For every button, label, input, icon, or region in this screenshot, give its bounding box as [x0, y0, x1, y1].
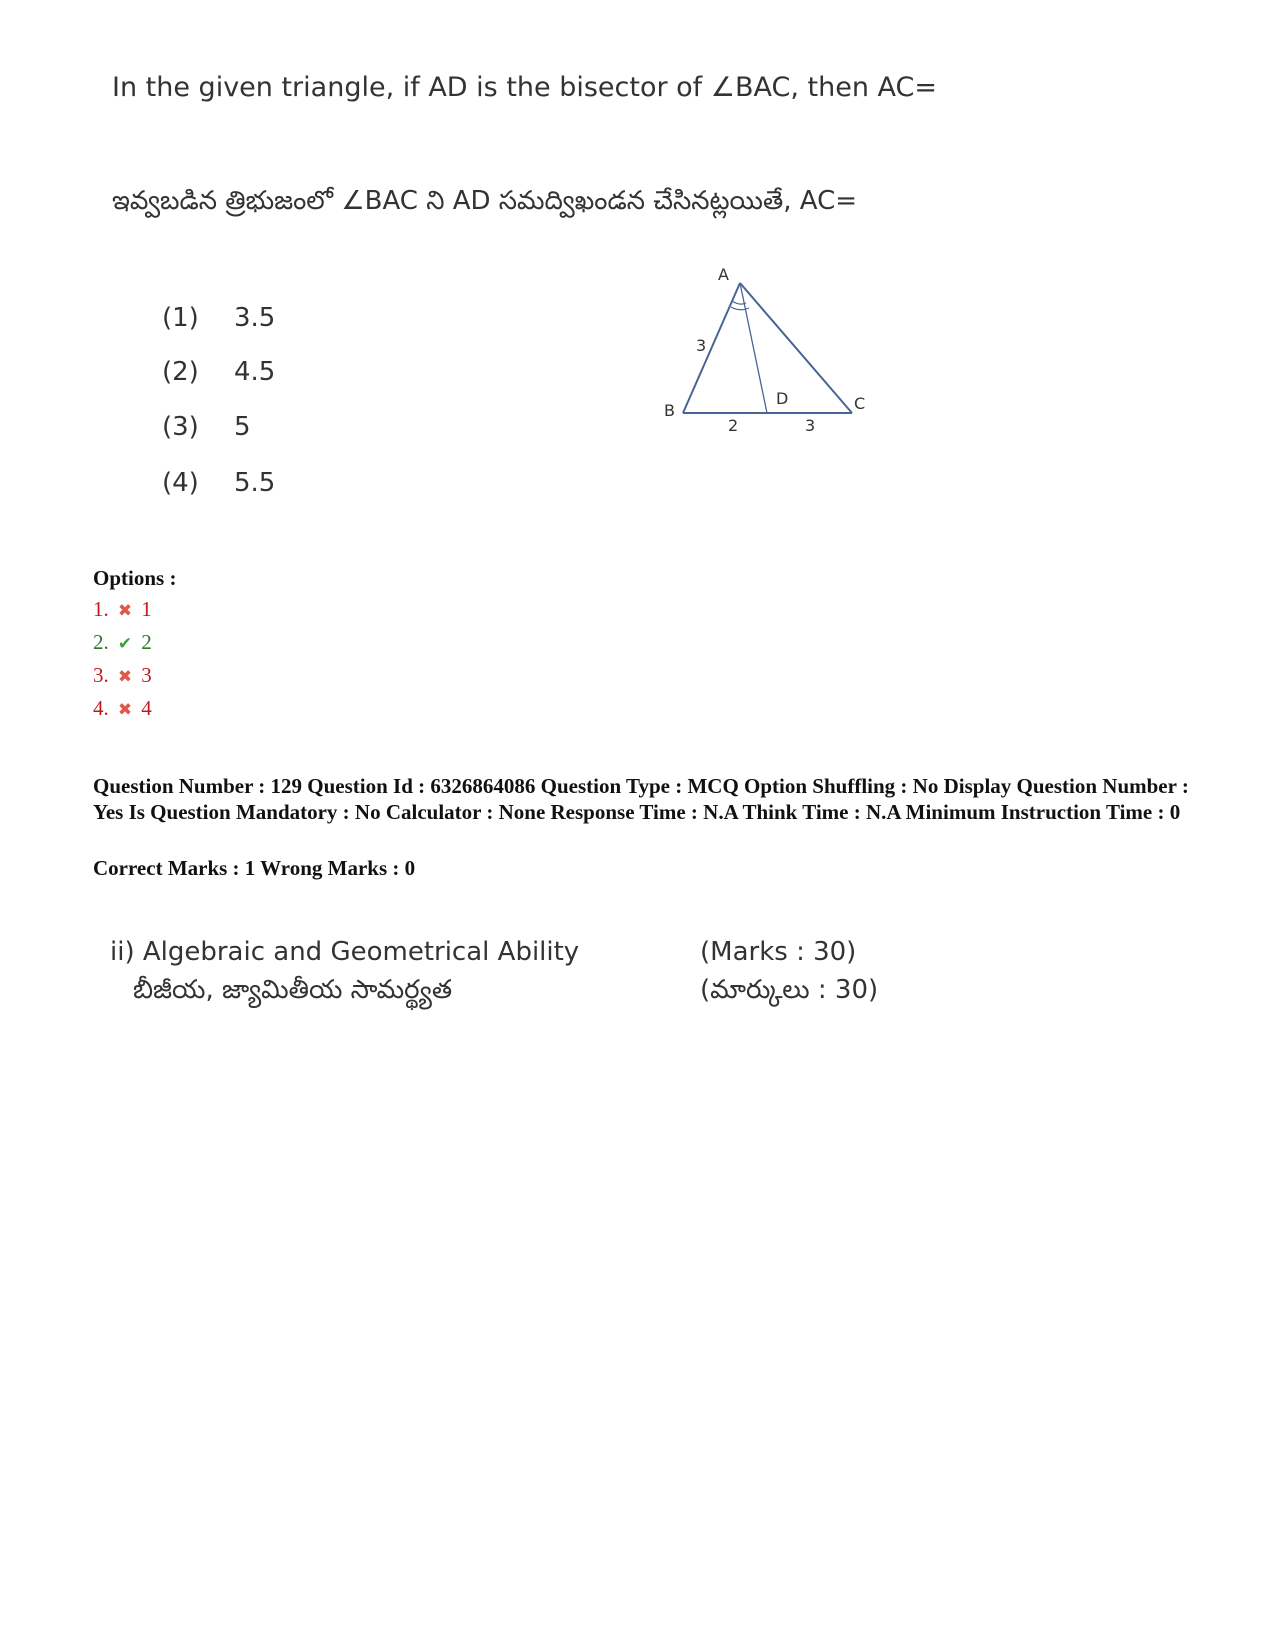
section-marks-telugu: (మార్కులు : 30) [700, 975, 879, 1005]
option-label: 1 [141, 597, 152, 621]
vertex-a-label: A [718, 268, 729, 284]
option-3 [93, 663, 152, 688]
choice-value: 5 [234, 412, 251, 442]
choice-2 [162, 357, 275, 387]
option-label: 2 [141, 630, 152, 654]
vertex-b-label: B [664, 401, 675, 420]
cross-icon: ✖ [117, 700, 133, 719]
cross-icon: ✖ [117, 601, 133, 620]
section-title-telugu: బీజీయ, జ్యామితీయ సామర్థ్యత [133, 975, 453, 1005]
side-ac [740, 283, 852, 413]
question-text-english: In the given triangle, if AD is the bisector of ∠BAC, then AC= [112, 72, 937, 103]
section-marks-english: (Marks : 30) [700, 937, 857, 967]
choice-1 [162, 303, 275, 333]
choice-number: (3) [162, 412, 199, 442]
question-metadata: Question Number : 129 Question Id : 6326864086 Question Type : MCQ Option Shuffling : No Display Question Number : Yes Is Question Mandatory : No Calculator : None Response Time : N.A Think Time : N.A Minimum Instruction Time : 0 [93, 774, 1189, 824]
option-2 [93, 630, 152, 655]
point-d-label: D [776, 389, 789, 408]
choice-4 [162, 468, 275, 498]
choice-3 [162, 412, 251, 442]
choice-value: 5.5 [234, 468, 276, 498]
choice-number: (2) [162, 357, 199, 387]
triangle-svg [660, 268, 880, 448]
option-number: 4. [93, 696, 109, 720]
side-dc-length: 3 [805, 416, 816, 435]
option-label: 3 [141, 663, 152, 687]
option-number: 2. [93, 630, 109, 654]
cross-icon: ✖ [117, 667, 133, 686]
bisector-ad [740, 283, 767, 413]
triangle-figure [660, 268, 880, 452]
option-number: 3. [93, 663, 109, 687]
side-ab-length: 3 [696, 336, 707, 355]
check-icon: ✔ [117, 634, 133, 653]
side-ab [683, 283, 740, 413]
vertex-c-label: C [854, 394, 866, 413]
section-title-english: ii) Algebraic and Geometrical Ability [110, 937, 580, 967]
angle-arc-2 [731, 307, 749, 310]
choice-number: (1) [162, 303, 199, 333]
option-number: 1. [93, 597, 109, 621]
option-label: 4 [141, 696, 152, 720]
options-title: Options : [93, 566, 177, 590]
option-4 [93, 696, 152, 721]
question-text-telugu: ఇవ్వబడిన త్రిభుజంలో ∠BAC ని AD సమద్విఖండన చేసినట్లయితే, AC= [112, 186, 858, 216]
side-bd-length: 2 [728, 416, 739, 435]
choice-value: 4.5 [234, 357, 276, 387]
choice-value: 3.5 [234, 303, 276, 333]
marks-info: Correct Marks : 1 Wrong Marks : 0 [93, 856, 416, 880]
choice-number: (4) [162, 468, 199, 498]
option-1 [93, 597, 152, 622]
